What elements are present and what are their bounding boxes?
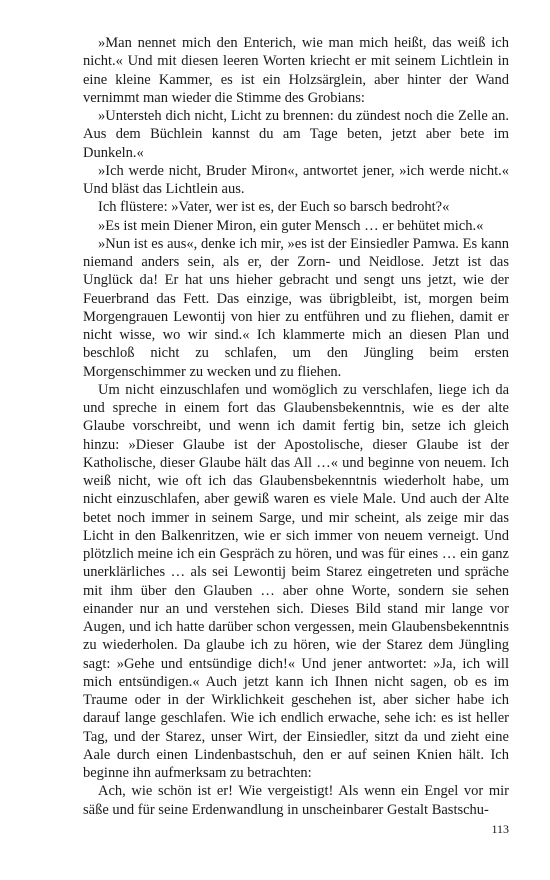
paragraph: Ich flüstere: »Vater, wer ist es, der Euch so barsch bedroht?« — [98, 199, 450, 216]
paragraph: »Nun ist es aus«, denke ich mir, »es ist der Einsiedler Pamwa. Es kann niemand anders sein, als er, der Zorn- und Neidlose. Jetzt ist das Unglück da! Er hat uns hieher gebracht und sengt uns jetzt, wie der Feuerbrand das Fett. Das einzige, was übrigbleibt, ist, morgen beim Morgengrauen Lewontij von hier zu entführen und zu fliehen, damit er nicht wisse, wo wir sind.« Ich klammerte mich an diesen Plan und beschloß nicht zu schlafen, um den Jüngling beim ersten Morgenschimmer zu wecken und zu fliehen. — [83, 235, 509, 380]
paragraph: »Untersteh dich nicht, Licht zu brennen: du zündest noch die Zelle an. Aus dem Büchlein kannst du am Tage beten, jetzt aber bete im Dunkeln.« — [83, 108, 509, 161]
book-page-text — [83, 34, 509, 819]
paragraph: Ach, wie schön ist er! Wie vergeistigt! Als wenn ein Engel vor mir säße und für seine Erdenwandlung in unscheinbarer Gestalt Bastschu- — [83, 783, 509, 818]
paragraph: »Es ist mein Diener Miron, ein guter Mensch … er behütet mich.« — [98, 217, 484, 234]
paragraph: Um nicht einzuschlafen und womöglich zu verschlafen, liege ich da und spreche in einem fort das Glaubensbekenntnis, wie es der alte Glaube vorschreibt, und wenn ich damit fertig bin, setze ich gleich hinzu: »Dieser Glaube ist der Apostolische, dieser Glaube ist der Katholische, dieser Glaube hält das All …« und beginne von neuem. Ich weiß nicht, wie oft ich das Glaubensbekenntnis wiederholt habe, um nicht einzuschlafen, aber gewiß waren es viele Male. Und auch der Alte betet noch immer in seinem Sarge, und mir scheint, als zeige mir das Licht in den Balkenritzen, wie er sich immer von neuem verneigt. Und plötzlich meine ich ein Gespräch zu hören, und was für eines … ein ganz unerklärliches … als sei Lewontij beim Starez eingetreten und spräche mit ihm über den Glauben … aber ohne Worte, sondern sie sehen einander nur an und verstehen sich. Dieses Bild stand mir lange vor Augen, und ich hatte darüber schon vergessen, mein Glaubensbekenntnis zu wiederholen. Da glaube ich zu hören, wie der Starez dem Jüngling sagt: »Gehe und entsündige dich!« Und jener antwortet: »Ja, ich will mich entsündigen.« Auch jetzt kann ich Ihnen nicht sagen, ob es im Traume oder in der Wirklichkeit geschehen ist, aber sicher habe ich darauf lange geschlafen. Wie ich endlich erwache, sehe ich: es ist heller Tag, und der Starez, unser Wirt, der Einsiedler, sitzt da und zieht eine Aale durch einen Lindenbastschuh, den er auf seinen Knien hält. Ich beginne ihn aufmerksam zu betrachten: — [83, 381, 509, 781]
paragraph: »Ich werde nicht, Bruder Miron«, antwortet jener, »ich werde nicht.« Und bläst das Lichtlein aus. — [83, 162, 509, 197]
page-number: 113 — [491, 822, 509, 836]
paragraph: »Man nennet mich den Enterich, wie man mich heißt, das weiß ich nicht.« Und mit diesen leeren Worten kriecht er mit seinem Lichtlein in eine kleine Kammer, es ist ein Holzsärglein, aber hinter der Wand vernimmt man wieder die Stimme des Grobians: — [83, 35, 509, 106]
